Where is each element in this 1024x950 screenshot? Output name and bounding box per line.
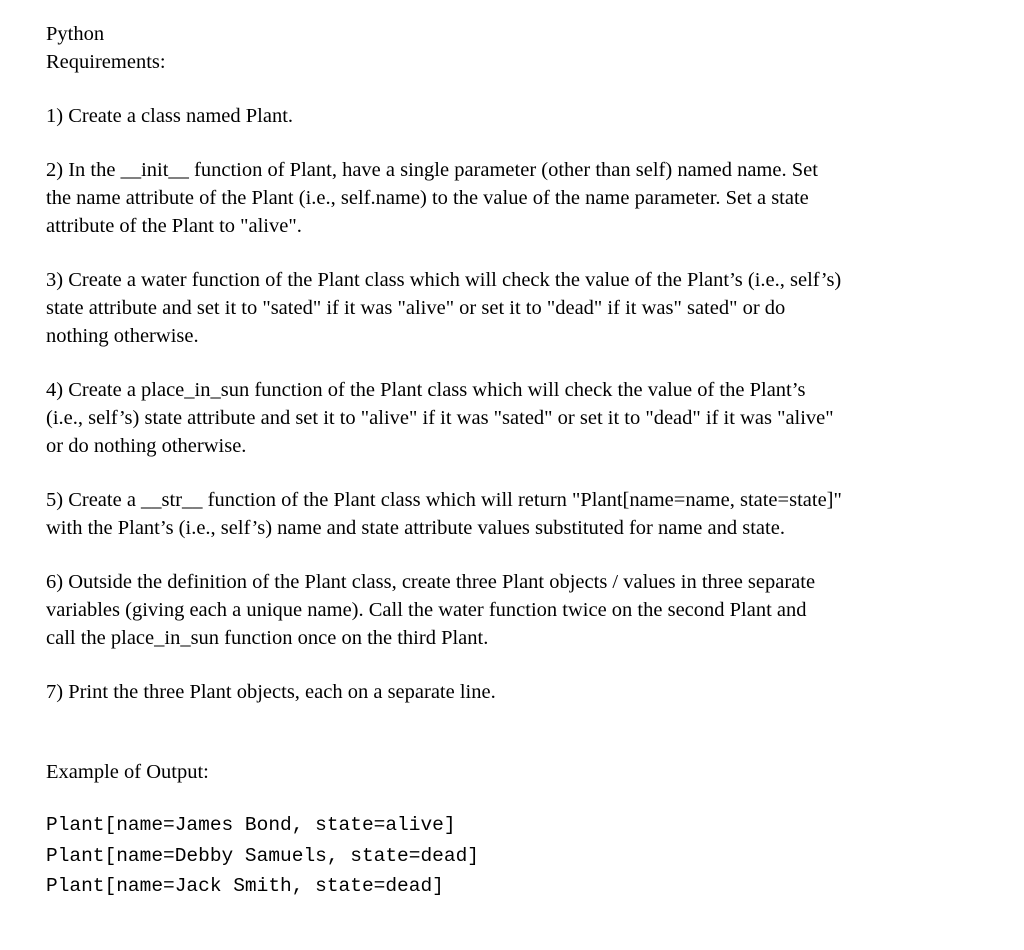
requirement-line: 4) Create a place_in_sun function of the Plant class which will check the value of the Plant’s	[46, 379, 806, 401]
requirement-1	[46, 102, 1006, 130]
requirement-line: 1) Create a class named Plant.	[46, 105, 294, 127]
requirement-line: variables (giving each a unique name). Call the water function twice on the second Plant and	[46, 599, 807, 621]
requirement-line: attribute of the Plant to "alive".	[46, 215, 302, 237]
requirement-line: (i.e., self’s) state attribute and set it to "alive" if it was "sated" or set it to "dead" if it was "alive"	[46, 407, 834, 429]
example-output-heading	[46, 758, 1006, 786]
output-line: Plant[name=Debby Samuels, state=dead]	[46, 844, 479, 867]
document-header	[46, 20, 1006, 76]
requirement-4	[46, 376, 1006, 460]
requirement-3	[46, 266, 1006, 350]
requirements-heading: Requirements:	[46, 51, 166, 73]
output-line: Plant[name=James Bond, state=alive]	[46, 814, 456, 836]
requirement-line: 5) Create a __str__ function of the Plant class which will return "Plant[name=name, state=state]"	[46, 489, 842, 511]
requirement-6	[46, 568, 1006, 652]
requirement-line: call the place_in_sun function once on the third Plant.	[46, 627, 489, 649]
example-title: Example of Output:	[46, 761, 209, 783]
assignment-document	[46, 20, 1006, 902]
requirement-line: the name attribute of the Plant (i.e., self.name) to the value of the name parameter. Set a state	[46, 187, 809, 209]
requirement-7	[46, 678, 1006, 706]
language-label: Python	[46, 23, 105, 45]
requirement-line: 2) In the __init__ function of Plant, have a single parameter (other than self) named name. Set	[46, 159, 818, 181]
output-line: Plant[name=Jack Smith, state=dead]	[46, 875, 444, 897]
requirement-line: 3) Create a water function of the Plant class which will check the value of the Plant’s (i.e., self’s)	[46, 269, 842, 291]
requirement-line: nothing otherwise.	[46, 325, 199, 347]
requirement-line: with the Plant’s (i.e., self’s) name and state attribute values substituted for name and state.	[46, 517, 785, 539]
requirement-line: 7) Print the three Plant objects, each on a separate line.	[46, 681, 496, 703]
requirement-5	[46, 486, 1006, 542]
example-output-block	[46, 810, 1006, 902]
requirement-2	[46, 156, 1006, 240]
requirement-line: or do nothing otherwise.	[46, 435, 247, 457]
requirement-line: 6) Outside the definition of the Plant class, create three Plant objects / values in three separate	[46, 571, 816, 593]
requirement-line: state attribute and set it to "sated" if it was "alive" or set it to "dead" if it was" sated" or do	[46, 297, 786, 319]
